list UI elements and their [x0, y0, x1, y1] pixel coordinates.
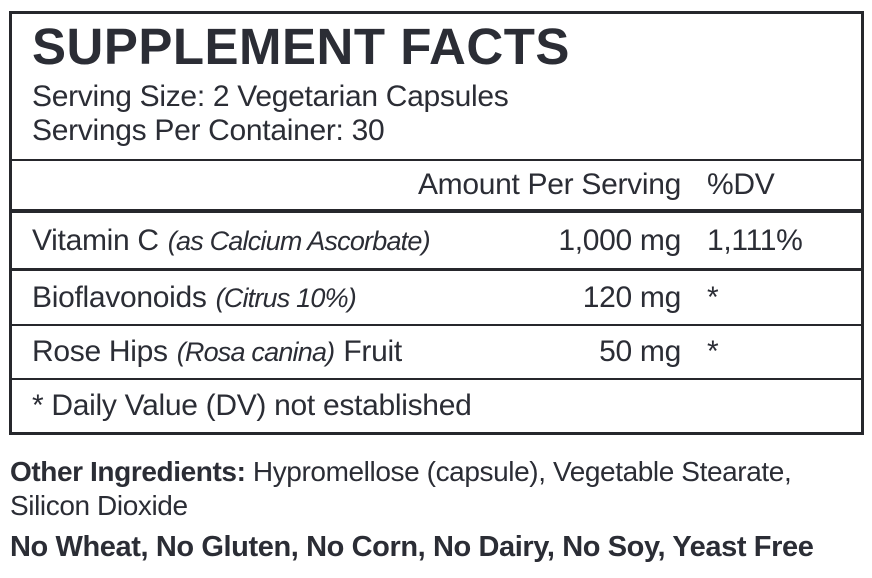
nutrient-dv: * — [707, 335, 719, 369]
table-row — [12, 326, 861, 380]
column-header-percent-dv: %DV — [707, 168, 775, 202]
other-ingredients-label: Other Ingredients: — [10, 456, 246, 487]
nutrient-name — [32, 224, 430, 258]
nutrient-cell — [12, 224, 681, 258]
nutrient-cell — [12, 281, 681, 315]
supplement-facts-panel — [9, 11, 864, 435]
nutrient-qualifier: (Rosa canina) — [176, 337, 335, 368]
nutrient-name — [32, 281, 356, 315]
table-row — [12, 271, 861, 326]
column-header-amount-per-serving: Amount Per Serving — [417, 168, 681, 202]
nutrient-qualifier: (Citrus 10%) — [215, 282, 356, 313]
page-title: SUPPLEMENT FACTS — [32, 18, 570, 75]
nutrient-name-text: Rose Hips — [32, 335, 168, 369]
nutrient-amount: 1,000 mg — [558, 223, 681, 257]
nutrient-qualifier: (as Calcium Ascorbate) — [167, 225, 430, 256]
servings-per-container-line: Servings Per Container: 30 — [32, 113, 385, 147]
nutrient-amount: 50 mg — [599, 335, 681, 369]
table-column-header-row — [12, 161, 861, 213]
nutrient-name-text: Vitamin C — [32, 223, 159, 257]
nutrient-name-text: Bioflavonoids — [32, 280, 207, 314]
other-ingredients-line1: Hypromellose (capsule), Vegetable Stearate, — [252, 456, 792, 487]
serving-size-line: Serving Size: 2 Vegetarian Capsules — [32, 80, 509, 114]
other-ingredients-line2: Silicon Dioxide — [10, 489, 188, 521]
allergen-statement: No Wheat, No Gluten, No Corn, No Dairy, No Soy, Yeast Free — [10, 531, 814, 564]
nutrient-dv: * — [707, 280, 719, 314]
daily-value-footnote: * Daily Value (DV) not established — [32, 389, 472, 423]
nutrient-amount: 120 mg — [582, 280, 681, 314]
other-ingredients-statement — [10, 455, 866, 522]
nutrient-name-suffix: Fruit — [343, 335, 402, 369]
nutrient-cell — [12, 335, 681, 369]
table-row — [12, 213, 861, 271]
below-panel-text — [10, 455, 866, 564]
panel-header — [12, 14, 861, 161]
nutrient-dv: 1,111% — [707, 223, 803, 257]
nutrient-name — [32, 335, 402, 369]
